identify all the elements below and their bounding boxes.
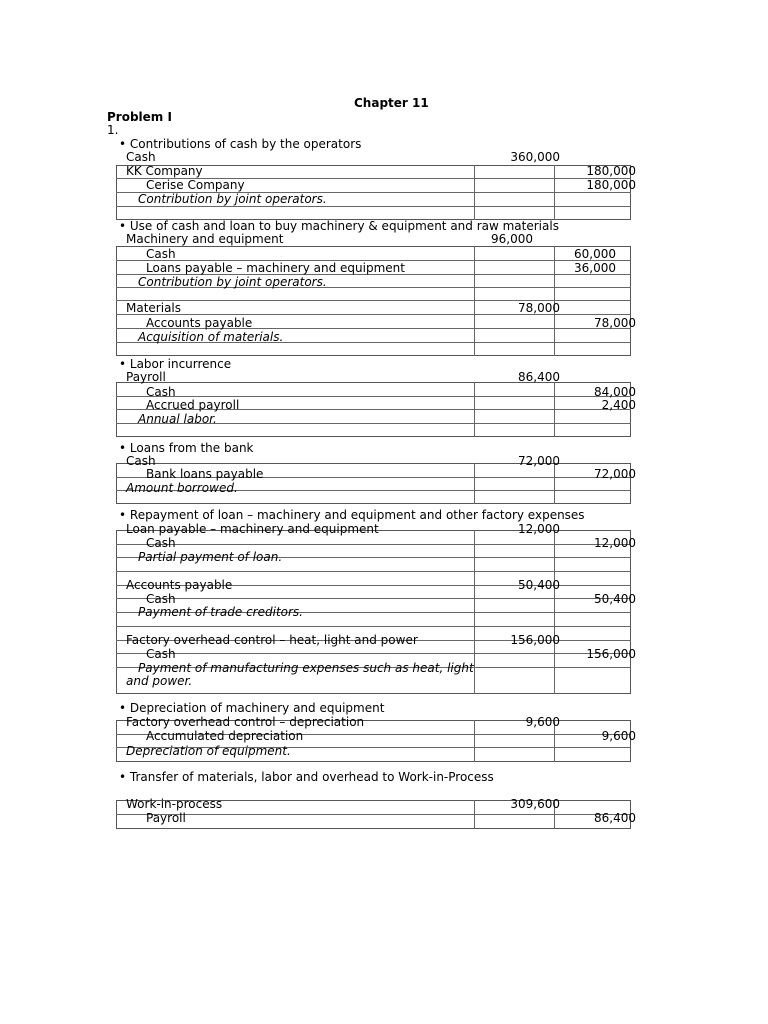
row-divider <box>116 653 631 654</box>
debit-amount: 156,000 <box>510 633 560 647</box>
entry-memo: Depreciation of equipment. <box>126 744 291 758</box>
column-divider <box>474 463 475 504</box>
row-divider <box>116 571 631 572</box>
debit-account: Factory overhead control – heat, light and power <box>126 633 418 647</box>
column-divider <box>474 246 475 356</box>
debit-amount: 12,000 <box>518 522 560 536</box>
credit-amount: 84,000 <box>594 385 636 399</box>
debit-amount: 72,000 <box>518 454 560 468</box>
row-divider <box>116 598 631 599</box>
credit-account: Loans payable – machinery and equipment <box>146 261 405 275</box>
debit-amount: 309,600 <box>510 797 560 811</box>
credit-account: Accumulated depreciation <box>146 729 304 743</box>
credit-amount: 9,600 <box>601 729 636 743</box>
section-bullet: • Repayment of loan – machinery and equipment and other factory expenses <box>119 508 585 522</box>
section-bullet: • Labor incurrence <box>119 357 232 371</box>
debit-account: Payroll <box>126 370 166 384</box>
section-bullet: • Loans from the bank <box>119 441 254 455</box>
credit-amount: 36,000 <box>574 261 616 275</box>
problem-heading: Problem I <box>107 110 172 124</box>
credit-account: KK Company <box>126 164 203 178</box>
entry-memo: Contribution by joint operators. <box>138 275 327 289</box>
entry-memo: and power. <box>126 674 193 688</box>
credit-amount: 78,000 <box>594 316 636 330</box>
credit-amount: 60,000 <box>574 247 616 261</box>
debit-account: Accounts payable <box>126 578 233 592</box>
debit-account: Cash <box>126 150 156 164</box>
credit-amount: 72,000 <box>594 467 636 481</box>
debit-amount: 78,000 <box>518 301 560 315</box>
credit-account: Cash <box>146 536 176 550</box>
debit-amount: 96,000 <box>491 232 533 246</box>
row-divider <box>116 396 631 397</box>
debit-account: Materials <box>126 301 182 315</box>
credit-amount: 180,000 <box>586 178 636 192</box>
credit-amount: 180,000 <box>586 164 636 178</box>
row-divider <box>116 206 631 207</box>
debit-amount: 9,600 <box>525 715 560 729</box>
credit-amount: 86,400 <box>594 811 636 825</box>
row-divider <box>116 814 631 815</box>
credit-amount: 12,000 <box>594 536 636 550</box>
credit-account: Accounts payable <box>146 316 253 330</box>
section-bullet: • Contributions of cash by the operators <box>119 137 362 151</box>
entry-memo: Payment of trade creditors. <box>138 605 303 619</box>
column-divider <box>554 463 555 504</box>
debit-account: Work-in-process <box>126 797 223 811</box>
debit-account: Cash <box>126 454 156 468</box>
debit-amount: 50,400 <box>518 578 560 592</box>
item-number: 1. <box>107 123 119 137</box>
credit-account: Cash <box>146 592 176 606</box>
credit-account: Cash <box>146 247 176 261</box>
credit-account: Cash <box>146 385 176 399</box>
entry-memo: Amount borrowed. <box>126 481 238 495</box>
page-title: Chapter 11 <box>354 96 429 110</box>
row-divider <box>116 544 631 545</box>
section-bullet: • Use of cash and loan to buy machinery & equipment and raw materials <box>119 219 559 233</box>
debit-amount: 360,000 <box>510 150 560 164</box>
debit-account: Machinery and equipment <box>126 232 284 246</box>
credit-account: Cerise Company <box>146 178 245 192</box>
credit-amount: 2,400 <box>601 398 636 412</box>
credit-amount: 50,400 <box>594 592 636 606</box>
column-divider <box>474 720 475 762</box>
credit-account: Bank loans payable <box>146 467 264 481</box>
entry-memo: Annual labor. <box>138 412 217 426</box>
credit-account: Payroll <box>146 811 186 825</box>
section-bullet: • Depreciation of machinery and equipment <box>119 701 385 715</box>
section-bullet: • Transfer of materials, labor and overhead to Work-in-Process <box>119 770 494 784</box>
credit-account: Accrued payroll <box>146 398 240 412</box>
entry-memo: Partial payment of loan. <box>138 550 283 564</box>
debit-account: Loan payable – machinery and equipment <box>126 522 379 536</box>
entry-memo: Acquisition of materials. <box>138 330 284 344</box>
debit-amount: 86,400 <box>518 370 560 384</box>
debit-account: Factory overhead control – depreciation <box>126 715 365 729</box>
credit-account: Cash <box>146 647 176 661</box>
credit-amount: 156,000 <box>586 647 636 661</box>
entry-memo: Payment of manufacturing expenses such as heat, light <box>138 661 474 675</box>
row-divider <box>116 626 631 627</box>
entry-memo: Contribution by joint operators. <box>138 192 327 206</box>
